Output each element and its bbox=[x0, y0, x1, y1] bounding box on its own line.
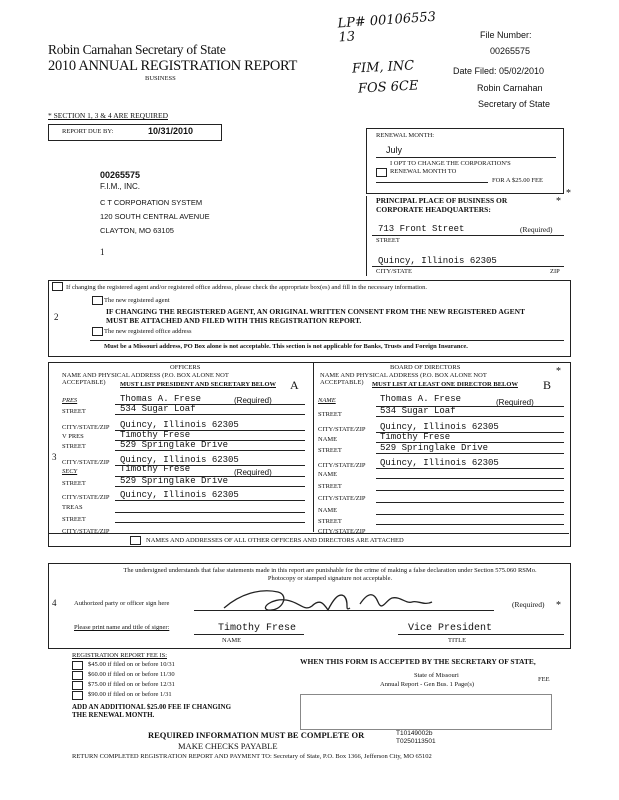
officer-name: Timothy Frese bbox=[120, 464, 191, 474]
fee-option-checkbox[interactable] bbox=[72, 661, 83, 670]
checks-payable-note: MAKE CHECKS PAYABLE bbox=[178, 741, 278, 751]
officer-street-line[interactable] bbox=[115, 486, 305, 487]
director-name-line[interactable] bbox=[376, 478, 564, 479]
agent-city: CLAYTON, MO 63105 bbox=[100, 226, 174, 235]
renewal-month: July bbox=[386, 145, 403, 155]
director-city: Quincy, Illinois 62305 bbox=[380, 422, 499, 432]
directors-marker: B bbox=[543, 378, 552, 392]
file-number-label: File Number: bbox=[480, 30, 532, 40]
report-due-label: REPORT DUE BY: bbox=[62, 128, 114, 135]
officer-role: SECY bbox=[62, 468, 78, 475]
change-renewal-checkbox[interactable] bbox=[376, 168, 387, 177]
director-street-line[interactable] bbox=[376, 524, 564, 525]
section-number-2: 2 bbox=[54, 312, 59, 322]
principal-city-label: CITY/STATE bbox=[376, 268, 412, 275]
officer-street: 529 Springlake Drive bbox=[120, 476, 229, 486]
officer-street-label: STREET bbox=[62, 516, 86, 523]
signer-title-line[interactable] bbox=[398, 634, 564, 635]
director-required: (Required) bbox=[496, 398, 534, 407]
report-title: 2010 ANNUAL REGISTRATION REPORT bbox=[48, 58, 298, 74]
fee-option: $45.00 if filed on or before 10/31 bbox=[88, 661, 175, 668]
officer-name: Thomas A. Frese bbox=[120, 394, 202, 404]
directors-heading: BOARD OF DIRECTORS bbox=[390, 364, 461, 371]
officer-city-label: CITY/STATE/ZIP bbox=[62, 528, 110, 535]
po-box-note: Must be a Missouri address, PO Box alone is not acceptable. This section is not applicable for Banks, Trusts and Foreign Insurance. bbox=[104, 343, 468, 350]
agent-change-checkbox[interactable] bbox=[52, 282, 63, 291]
officers-intro: NAME AND PHYSICAL ADDRESS (P.O. BOX ALONE NOT ACCEPTABLE) bbox=[62, 372, 229, 386]
officer-street-label: STREET bbox=[62, 480, 86, 487]
director-name: Timothy Frese bbox=[380, 432, 451, 442]
principal-required: (Required) bbox=[520, 225, 553, 234]
director-name-line[interactable] bbox=[376, 514, 564, 515]
director-street-line[interactable] bbox=[376, 490, 564, 491]
director-name-label: NAME bbox=[318, 397, 336, 404]
director-name-label: NAME bbox=[318, 471, 338, 478]
director-name-label: NAME bbox=[318, 507, 338, 514]
director-street-line[interactable] bbox=[376, 416, 564, 417]
principal-street-line[interactable] bbox=[372, 235, 564, 236]
required-info-note: REQUIRED INFORMATION MUST BE COMPLETE OR bbox=[148, 730, 365, 740]
attached-label: NAMES AND ADDRESSES OF ALL OTHER OFFICERS AND DIRECTORS ARE ATTACHED bbox=[146, 537, 404, 544]
director-city-label: CITY/STATE/ZIP bbox=[318, 495, 366, 502]
change-renewal-text: I OPT TO CHANGE THE CORPORATION'S RENEWAL MONTH TO bbox=[390, 160, 511, 175]
officer-city: Quincy, Illinois 62305 bbox=[120, 490, 239, 500]
officer-city-label: CITY/STATE/ZIP bbox=[62, 494, 110, 501]
fee-option: $60.00 if filed on or before 11/30 bbox=[88, 671, 175, 678]
section-number-1: 1 bbox=[100, 247, 105, 257]
director-city-line[interactable] bbox=[376, 468, 564, 469]
officer-name-line[interactable] bbox=[115, 512, 305, 513]
secretary-title: Secretary of State bbox=[478, 99, 551, 109]
officer-city-label: CITY/STATE/ZIP bbox=[62, 459, 110, 466]
director-street: 534 Sugar Loaf bbox=[380, 406, 456, 416]
director-city: Quincy, Illinois 62305 bbox=[380, 458, 499, 468]
title-caption: TITLE bbox=[448, 637, 467, 644]
officer-street: 529 Springlake Drive bbox=[120, 440, 229, 450]
print-name-label: Please print name and title of signer: bbox=[74, 624, 170, 631]
officer-street: 534 Sugar Loaf bbox=[120, 404, 196, 414]
director-street-label: STREET bbox=[318, 483, 342, 490]
director-street: 529 Springlake Drive bbox=[380, 443, 489, 453]
principal-street-label: STREET bbox=[376, 237, 400, 244]
renewal-change-line[interactable] bbox=[376, 182, 488, 183]
star-marker-principal: * bbox=[556, 196, 561, 207]
officer-street-label: STREET bbox=[62, 443, 86, 450]
signer-name-line[interactable] bbox=[194, 634, 304, 635]
fee-option: $90.00 if filed on or before 1/31 bbox=[88, 691, 172, 698]
director-city-label: CITY/STATE/ZIP bbox=[318, 426, 366, 433]
handwritten-note-company: FIM, INC bbox=[351, 58, 415, 77]
file-number: 00265575 bbox=[490, 46, 531, 56]
new-office-checkbox[interactable] bbox=[92, 327, 103, 336]
officers-marker: A bbox=[290, 378, 299, 392]
principal-street: 713 Front Street bbox=[378, 224, 465, 234]
director-street-label: STREET bbox=[318, 411, 342, 418]
director-city-line[interactable] bbox=[376, 502, 564, 503]
directors-intro: NAME AND PHYSICAL ADDRESS (P.O. BOX ALONE NOT ACCEPTABLE) bbox=[320, 372, 487, 386]
officer-required: (Required) bbox=[234, 468, 272, 477]
consent-notice: IF CHANGING THE REGISTERED AGENT, AN ORIGINAL WRITTEN CONSENT FROM THE NEW REGISTERED AGENT MUST BE ATTACHED AND FILED WITH THIS REGISTRATION REPORT. bbox=[106, 307, 525, 325]
new-office-label: The new registered office address bbox=[104, 328, 192, 335]
additional-fee: ADD AN ADDITIONAL $25.00 FEE IF CHANGING THE RENEWAL MONTH. bbox=[72, 703, 232, 719]
new-agent-label: The new registered agent bbox=[104, 297, 170, 304]
report-due-date: 10/31/2010 bbox=[148, 126, 194, 136]
director-name-label: NAME bbox=[318, 436, 338, 443]
director-street-line[interactable] bbox=[376, 453, 564, 454]
principal-city-line[interactable] bbox=[372, 266, 564, 267]
acceptance-state: State of Missouri bbox=[414, 672, 459, 679]
new-office-line[interactable] bbox=[90, 340, 564, 341]
officer-city-label: CITY/STATE/ZIP bbox=[62, 424, 110, 431]
name-caption: NAME bbox=[222, 637, 242, 644]
signature-line[interactable] bbox=[194, 610, 494, 611]
officer-city: Quincy, Illinois 62305 bbox=[120, 420, 239, 430]
principal-place-label: PRINCIPAL PLACE OF BUSINESS OR CORPORATE HEADQUARTERS: bbox=[376, 196, 508, 214]
acceptance-report-type: Annual Report - Gen Bus. 1 Page(s) bbox=[380, 681, 475, 688]
fee-option-checkbox[interactable] bbox=[72, 691, 83, 700]
acceptance-statement: WHEN THIS FORM IS ACCEPTED BY THE SECRETARY OF STATE, bbox=[300, 657, 536, 666]
officer-city-line[interactable] bbox=[115, 500, 305, 501]
certification-text: The undersigned understands that false statements made in this report are punishable for the crime of making a false declaration under Section 575.060 RSMo. Photocopy or stamped signature not acceptable. bbox=[123, 567, 537, 582]
director-street-label: STREET bbox=[318, 447, 342, 454]
date-filed: Date Filed: 05/02/2010 bbox=[453, 66, 545, 76]
officers-directors-divider bbox=[313, 362, 314, 532]
handwritten-note-lp: LP# 00106553 13 bbox=[337, 9, 437, 46]
director-city-label: CITY/STATE/ZIP bbox=[318, 528, 366, 535]
renewal-label: RENEWAL MONTH: bbox=[376, 132, 435, 139]
officer-role: V PRES bbox=[62, 433, 84, 440]
principal-zip-label: ZIP bbox=[550, 268, 560, 275]
secretary-name: Robin Carnahan bbox=[477, 83, 543, 93]
officer-name: Timothy Frese bbox=[120, 430, 191, 440]
fee-heading: REGISTRATION REPORT FEE IS: bbox=[72, 652, 168, 659]
attached-checkbox[interactable] bbox=[130, 536, 141, 545]
return-address: RETURN COMPLETED REGISTRATION REPORT AND PAYMENT TO: Secretary of State, P.O. Box 1366, Jefferson City, MO 65102 bbox=[72, 753, 432, 760]
company-number: 00265575 bbox=[100, 170, 141, 180]
officer-role: PRES bbox=[62, 397, 78, 404]
agent-change-instruction: If changing the registered agent and/or registered office address, please check the appropriate box(es) and fill in the necessary information. bbox=[66, 284, 428, 291]
agent-address: 120 SOUTH CENTRAL AVENUE bbox=[100, 212, 210, 221]
agency-name: Robin Carnahan Secretary of State bbox=[48, 42, 226, 57]
officer-street-label: STREET bbox=[62, 408, 86, 415]
acceptance-fee-label: FEE bbox=[538, 676, 550, 683]
officer-street-line[interactable] bbox=[115, 450, 305, 451]
barcode-number-2: T0250113501 bbox=[396, 738, 436, 745]
star-marker-directors: * bbox=[556, 366, 561, 377]
officers-must-list: MUST LIST PRESIDENT AND SECRETARY BELOW bbox=[120, 381, 276, 388]
fee-option-checkbox[interactable] bbox=[72, 671, 83, 680]
fee-option: $75.00 if filed on or before 12/31 bbox=[88, 681, 175, 688]
section-number-4: 4 bbox=[52, 598, 57, 608]
director-city-label: CITY/STATE/ZIP bbox=[318, 462, 366, 469]
handwritten-note-code: FOS 6CE bbox=[357, 78, 419, 97]
attached-divider bbox=[48, 533, 569, 534]
officer-required: (Required) bbox=[234, 396, 272, 405]
authorized-label: Authorized party or officer sign here bbox=[74, 600, 170, 607]
star-marker-renewal: * bbox=[566, 188, 571, 199]
section-number-3: 3 bbox=[52, 452, 57, 462]
sections-required-text: SECTION 1, 3 & 4 ARE REQUIRED bbox=[53, 111, 168, 120]
directors-must-list: MUST LIST AT LEAST ONE DIRECTOR BELOW bbox=[372, 381, 518, 388]
signer-title: Vice President bbox=[408, 623, 493, 634]
officer-role: TREAS bbox=[62, 504, 83, 511]
officer-street-line[interactable] bbox=[115, 414, 305, 415]
principal-box-left bbox=[366, 196, 367, 276]
officer-city: Quincy, Illinois 62305 bbox=[120, 455, 239, 465]
fee-option-checkbox[interactable] bbox=[72, 681, 83, 690]
principal-city: Quincy, Illinois 62305 bbox=[378, 256, 497, 266]
renewal-fee: FOR A $25.00 FEE bbox=[492, 177, 543, 184]
star-marker: * bbox=[48, 111, 52, 120]
officers-heading: OFFICERS bbox=[170, 364, 201, 371]
director-name: Thomas A. Frese bbox=[380, 394, 462, 404]
company-name: F.I.M., INC. bbox=[100, 182, 140, 191]
signer-name: Timothy Frese bbox=[218, 623, 297, 634]
barcode-box bbox=[300, 694, 552, 730]
barcode-number-1: T10149002b bbox=[396, 730, 433, 737]
new-agent-checkbox[interactable] bbox=[92, 296, 103, 305]
report-subtitle: BUSINESS bbox=[145, 75, 176, 82]
director-street-label: STREET bbox=[318, 518, 342, 525]
officer-street-line[interactable] bbox=[115, 522, 305, 523]
renewal-month-line bbox=[376, 157, 556, 158]
signature-required: (Required) bbox=[512, 600, 545, 609]
sections-required bbox=[48, 111, 168, 120]
star-marker-signature: * bbox=[556, 600, 561, 611]
registered-agent: C T CORPORATION SYSTEM bbox=[100, 198, 203, 207]
